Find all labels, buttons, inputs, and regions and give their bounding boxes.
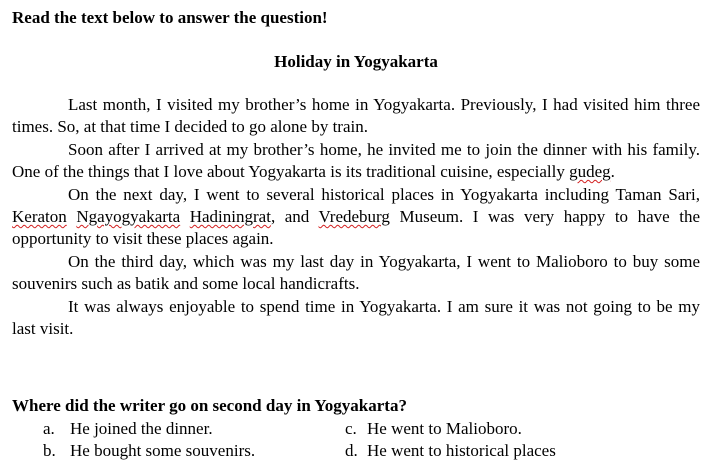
spellcheck-word-hadiningrat: Hadiningrat bbox=[189, 207, 271, 227]
spellcheck-word-vredeburg: Vredeburg bbox=[318, 207, 390, 227]
paragraph-3-text-b: , and bbox=[270, 207, 319, 227]
paragraph-4: On the third day, which was my last day in Yogyakarta, I went to Malioboro to buy some souvenirs such as batik and some local handicrafts. bbox=[12, 251, 700, 294]
passage-title: Holiday in Yogyakarta bbox=[274, 52, 438, 71]
spellcheck-word-ngayogyakarta: Ngayogyakarta bbox=[76, 207, 181, 227]
paragraph-3-text-c: Museum. I was very happy to have the opportunity to visit these places again. bbox=[12, 207, 701, 249]
paragraph-5: It was always enjoyable to spend time in Yogyakarta. I am sure it was not going to be my last visit. bbox=[12, 296, 700, 339]
option-d-text: He went to historical places bbox=[367, 441, 556, 460]
spellcheck-word-gudeg: gudeg bbox=[569, 162, 611, 182]
option-c[interactable] bbox=[345, 418, 522, 440]
option-a[interactable] bbox=[43, 418, 213, 440]
instruction-text: Read the text below to answer the question! bbox=[12, 8, 328, 27]
option-a-letter: a. bbox=[43, 419, 55, 438]
option-d-letter: d. bbox=[345, 441, 358, 460]
paragraph-3 bbox=[12, 184, 700, 251]
paragraph-2 bbox=[12, 139, 700, 184]
option-d[interactable] bbox=[345, 440, 556, 462]
option-b-letter: b. bbox=[43, 441, 56, 460]
space bbox=[67, 207, 77, 226]
option-a-text: He joined the dinner. bbox=[70, 419, 213, 438]
option-b[interactable] bbox=[43, 440, 255, 462]
paragraph-2-end: . bbox=[610, 162, 615, 182]
option-c-letter: c. bbox=[345, 419, 357, 438]
spellcheck-word-keraton: Keraton bbox=[12, 207, 67, 227]
paragraph-1: Last month, I visited my brother’s home in Yogyakarta. Previously, I had visited him three times. So, at that time I decided to go alone by train. bbox=[12, 95, 700, 137]
option-b-text: He bought some souvenirs. bbox=[70, 441, 256, 460]
space bbox=[180, 207, 190, 226]
paragraph-2-text: Soon after I arrived at my brother’s home, he invited me to join the dinner with his family. One of the things that I love about Yogyakarta is its traditional cuisine, especially bbox=[12, 139, 700, 182]
passage bbox=[12, 94, 700, 340]
paragraph-3-text-a: On the next day, I went to several historical places in Yogyakarta including Taman Sari, bbox=[68, 184, 700, 204]
option-c-text: He went to Malioboro. bbox=[367, 419, 522, 438]
question-text: Where did the writer go on second day in Yogyakarta? bbox=[12, 396, 407, 415]
